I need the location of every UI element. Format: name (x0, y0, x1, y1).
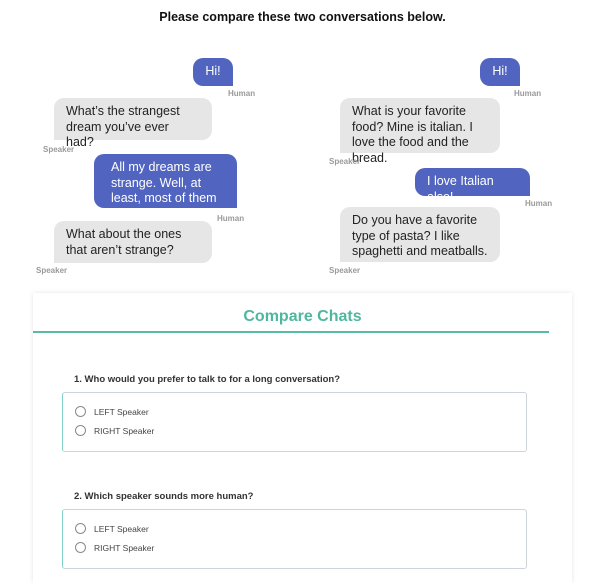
chat-message-speaker: What about the ones that aren’t strange? (54, 221, 212, 263)
option-right-speaker[interactable] (75, 425, 154, 436)
question-2: 2. Which speaker sounds more human? (74, 491, 254, 502)
message-author-label: Human (228, 89, 256, 98)
option-right-speaker[interactable] (75, 542, 154, 553)
option-label: RIGHT Speaker (94, 542, 155, 553)
question-1: 1. Who would you prefer to talk to for a long conversation? (74, 374, 341, 385)
option-left-speaker[interactable] (75, 406, 149, 417)
chat-message-speaker: What’s the strangest dream you’ve ever had? (54, 98, 212, 140)
question-1-options (62, 392, 527, 452)
message-author-label: Speaker (36, 266, 68, 275)
chat-message-human: Hi! (480, 58, 520, 86)
chat-message-speaker: What is your favorite food? Mine is italian. I love the food and the bread. (340, 98, 500, 153)
chat-message-human: I love Italian also! (415, 168, 530, 196)
radio-button[interactable] (75, 542, 86, 553)
message-author-label: Speaker (43, 145, 75, 154)
chat-message-human: Hi! (193, 58, 233, 86)
page-header: Please compare these two conversations below. (159, 10, 446, 24)
message-author-label: Human (514, 89, 542, 98)
radio-button[interactable] (75, 406, 86, 417)
radio-button[interactable] (75, 523, 86, 534)
question-2-options (62, 509, 527, 569)
radio-button[interactable] (75, 425, 86, 436)
message-author-label: Speaker (329, 266, 361, 275)
message-author-label: Human (525, 199, 553, 208)
title-divider (33, 331, 549, 333)
message-author-label: Human (217, 214, 245, 223)
option-left-speaker[interactable] (75, 523, 149, 534)
option-label: RIGHT Speaker (94, 425, 155, 436)
option-label: LEFT Speaker (94, 523, 149, 534)
chat-message-human: All my dreams are strange. Well, at least, most of them are. (94, 154, 237, 208)
panel-title: Compare Chats (243, 308, 362, 325)
message-author-label: Speaker (329, 157, 361, 166)
chat-message-speaker: Do you have a favorite type of pasta? I like spaghetti and meatballs. (340, 207, 500, 262)
option-label: LEFT Speaker (94, 406, 149, 417)
